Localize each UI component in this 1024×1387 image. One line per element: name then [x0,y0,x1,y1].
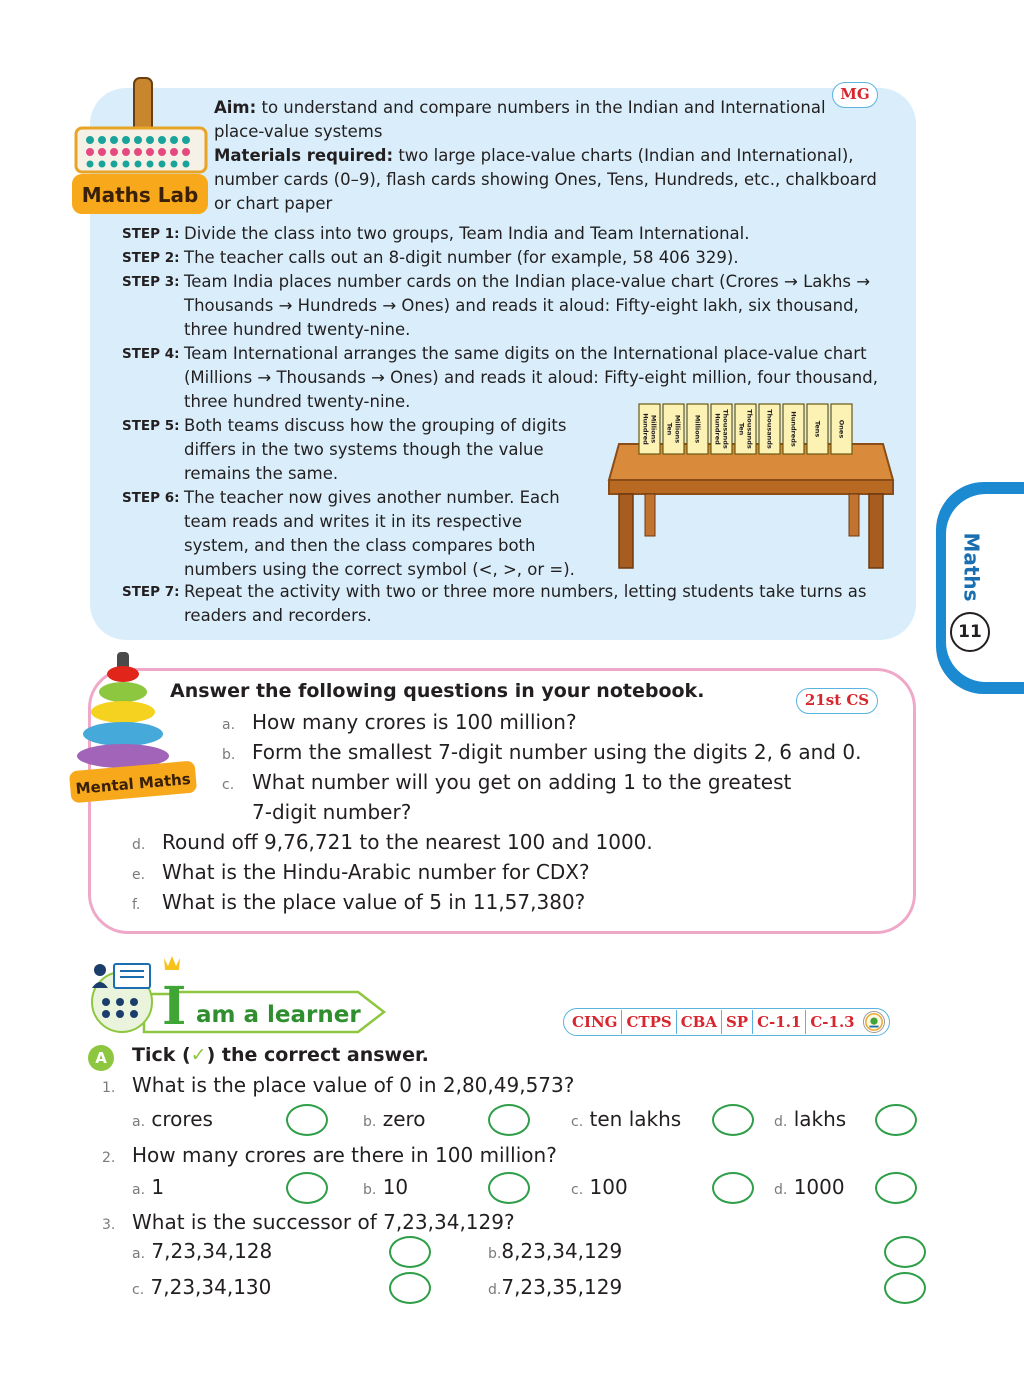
option-text: 7,23,34,130 [150,1275,272,1299]
aim-block [214,96,854,144]
step-text: Both teams discuss how the grouping of digits differs in the two systems though the value remains the same. [184,416,567,483]
question-text: What is the Hindu-Arabic number for CDX? [162,860,590,884]
skill-tags [563,1008,890,1036]
question-letter: b. [222,747,236,763]
mm-question-d [132,827,653,860]
question-text: What is the successor of 7,23,34,129? [132,1210,515,1234]
question-number: 3. [102,1217,116,1233]
q3-option-a-answer-oval[interactable] [389,1236,431,1268]
learner-title-text: am a learner [196,1002,361,1028]
section-a-badge: A [88,1045,114,1071]
option-letter: a. [132,1246,146,1262]
check-icon: ✓ [190,1044,207,1066]
option-letter: d. [488,1282,502,1298]
option-text: crores [151,1107,213,1131]
q1-option-b-answer-oval[interactable] [488,1104,530,1136]
option-letter: d. [774,1182,788,1198]
place-value-card [831,404,852,454]
option-text: 8,23,34,129 [501,1239,623,1263]
card-label: Tens [813,420,822,438]
step-text: Repeat the activity with two or three more numbers, letting students take turns as readers and recorders. [184,582,867,625]
q1-option-a-answer-oval[interactable] [286,1104,328,1136]
materials-label: Materials required: [214,146,394,165]
mm-question-e [132,857,590,890]
place-value-card [639,404,660,454]
mcq-question-2 [102,1141,557,1172]
q2-option-d [774,1173,845,1204]
ring-stack-toy-icon [66,650,202,808]
question-letter: c. [222,777,235,793]
question-text: Round off 9,76,721 to the nearest 100 and 1000. [162,830,653,854]
question-letter: a. [222,717,236,733]
option-letter: b. [363,1114,377,1130]
mm-question-a [222,707,577,740]
option-text: 7,23,35,129 [501,1275,623,1299]
place-value-card [735,404,756,454]
question-letter: d. [132,837,146,853]
option-text: ten lakhs [589,1107,682,1131]
option-letter: a. [132,1114,146,1130]
step-1 [122,222,912,246]
step-label: STEP 2: [122,250,180,266]
aim-text: to understand and compare numbers in the Indian and International place-value systems [214,98,826,141]
step-5 [122,414,592,486]
card-label: Ones [837,419,846,439]
option-letter: d. [774,1114,788,1130]
mm-question-c [222,767,791,800]
q2-option-d-answer-oval[interactable] [875,1172,917,1204]
maths-lab-label: Maths Lab [81,183,199,207]
q1-option-d-answer-oval[interactable] [875,1104,917,1136]
tag-cba: CBA [677,1010,722,1034]
step-text: Divide the class into two groups, Team India and Team International. [184,224,750,243]
card-label: Ten [665,422,674,436]
emblem-icon [863,1011,885,1033]
materials-text: two large place-value charts (Indian and International), number cards (0–9), flash cards showing Ones, Tens, Hundreds, etc., chalkboard or chart paper [214,146,877,213]
page-number: 11 [950,612,990,652]
question-text: What is the place value of 5 in 11,57,380? [162,890,586,914]
step-text: Team India places number cards on the Indian place-value chart (Crores → Lakhs → Thousands → Hundreds → Ones) and reads it aloud: Fifty-eight lakh, six thousand, three hundred twenty-nine. [184,272,871,339]
step-label: STEP 3: [122,274,180,290]
mental-maths-heading: Answer the following questions in your notebook. [170,680,705,702]
i-am-a-learner-banner [84,952,390,1036]
place-value-card [783,404,804,454]
mm-question-f [132,887,585,920]
step-label: STEP 6: [122,490,180,506]
step-6 [122,486,592,582]
place-value-card [687,404,708,454]
q2-option-b-answer-oval[interactable] [488,1172,530,1204]
place-value-table-illustration [605,398,897,574]
option-text: lakhs [793,1107,847,1131]
step-text: Team International arranges the same digits on the International place-value chart (Millions → Thousands → Ones) and reads it aloud: Fifty-eight million, four thousand, three hundred twenty-nine. [184,344,878,411]
crown-icon [164,956,180,970]
question-text: Form the smallest 7-digit number using the digits 2, 6 and 0. [252,740,862,764]
question-text: What is the place value of 0 in 2,80,49,573? [132,1073,575,1097]
tag-sp: SP [722,1010,753,1034]
step-label: STEP 4: [122,346,180,362]
card-label: Hundred [641,413,650,445]
option-letter: c. [571,1114,584,1130]
option-letter: b. [488,1246,502,1262]
step-label: STEP 5: [122,418,180,434]
place-value-cards [639,404,852,454]
q1-option-a [132,1105,213,1136]
q3-option-a [132,1237,272,1268]
card-label: Hundreds [789,411,798,447]
tick-heading [132,1044,429,1066]
mg-badge: MG [832,82,878,108]
place-value-card [663,404,684,454]
21st-cs-badge: 21st CS [796,688,878,714]
mm-question-c-continued [252,797,411,827]
option-letter: b. [363,1182,377,1198]
mcq-question-1 [102,1071,574,1102]
tick-heading-post: ) the correct answer. [206,1044,429,1066]
step-text: The teacher now gives another number. Each team reads and writes it in its respective system, and then the class compares both numbers using the correct symbol (<, >, or =). [184,488,575,579]
card-label: Hundred [713,413,722,445]
card-label: Thousands [721,409,730,449]
q1-option-d [774,1105,846,1136]
step-label: STEP 7: [122,584,180,600]
option-letter: a. [132,1182,146,1198]
step-label: STEP 1: [122,226,180,242]
question-text: How many crores are there in 100 million? [132,1143,557,1167]
tag-cing: CING [568,1010,622,1034]
step-text: The teacher calls out an 8-digit number (for example, 58 406 329). [184,248,739,267]
mm-question-b [222,737,861,770]
card-label: Ten [737,422,746,436]
question-number: 1. [102,1080,116,1096]
card-label: Thousands [765,409,774,449]
place-value-card [711,404,732,454]
card-label: Millions [649,414,658,444]
q1-option-c-answer-oval[interactable] [712,1104,754,1136]
tag-c-1-1: C-1.1 [753,1010,806,1034]
option-text: 1000 [793,1175,845,1199]
q3-option-c-answer-oval[interactable] [389,1272,431,1304]
tick-heading-pre: Tick ( [132,1044,191,1066]
step-7 [122,580,912,628]
option-letter: c. [132,1282,145,1298]
q1-option-c [571,1105,681,1136]
q2-option-c-answer-oval[interactable] [712,1172,754,1204]
q2-option-c [571,1173,628,1204]
mcq-question-3 [102,1208,515,1239]
question-text: 7-digit number? [252,800,412,824]
q1-option-b [363,1105,426,1136]
q2-option-b [363,1173,408,1204]
option-letter: c. [571,1182,584,1198]
q2-option-a-answer-oval[interactable] [286,1172,328,1204]
place-value-card [807,404,828,454]
step-2 [122,246,912,270]
subject-label: Maths [960,532,985,602]
option-text: 100 [589,1175,628,1199]
option-text: 7,23,34,128 [151,1239,273,1263]
aim-label: Aim: [214,98,257,117]
question-number: 2. [102,1150,116,1166]
question-text: What number will you get on adding 1 to the greatest [252,770,792,794]
place-value-card [759,404,780,454]
option-text: zero [382,1107,426,1131]
materials-block [214,144,884,216]
card-label: Millions [693,414,702,444]
learner-title-letter: I [162,976,187,1036]
card-label: Millions [673,414,682,444]
tag-c-1-3: C-1.3 [810,1013,855,1031]
step-3 [122,270,892,342]
maths-lab-abacus-icon [70,76,212,216]
q3-option-c [132,1273,271,1304]
question-letter: e. [132,867,146,883]
card-label: Thousands [745,409,754,449]
option-text: 1 [151,1175,165,1199]
tag-ctps: CTPS [622,1010,676,1034]
q3-option-b-answer-oval[interactable] [884,1236,926,1268]
side-tab-subject [944,532,1000,602]
q2-option-a [132,1173,164,1204]
question-letter: f. [132,897,141,913]
q3-option-d-answer-oval[interactable] [884,1272,926,1304]
q3-option-d [488,1273,622,1304]
mental-maths-label: Mental Maths [74,769,192,798]
question-text: How many crores is 100 million? [252,710,577,734]
q3-option-b [488,1237,622,1268]
option-text: 10 [382,1175,409,1199]
